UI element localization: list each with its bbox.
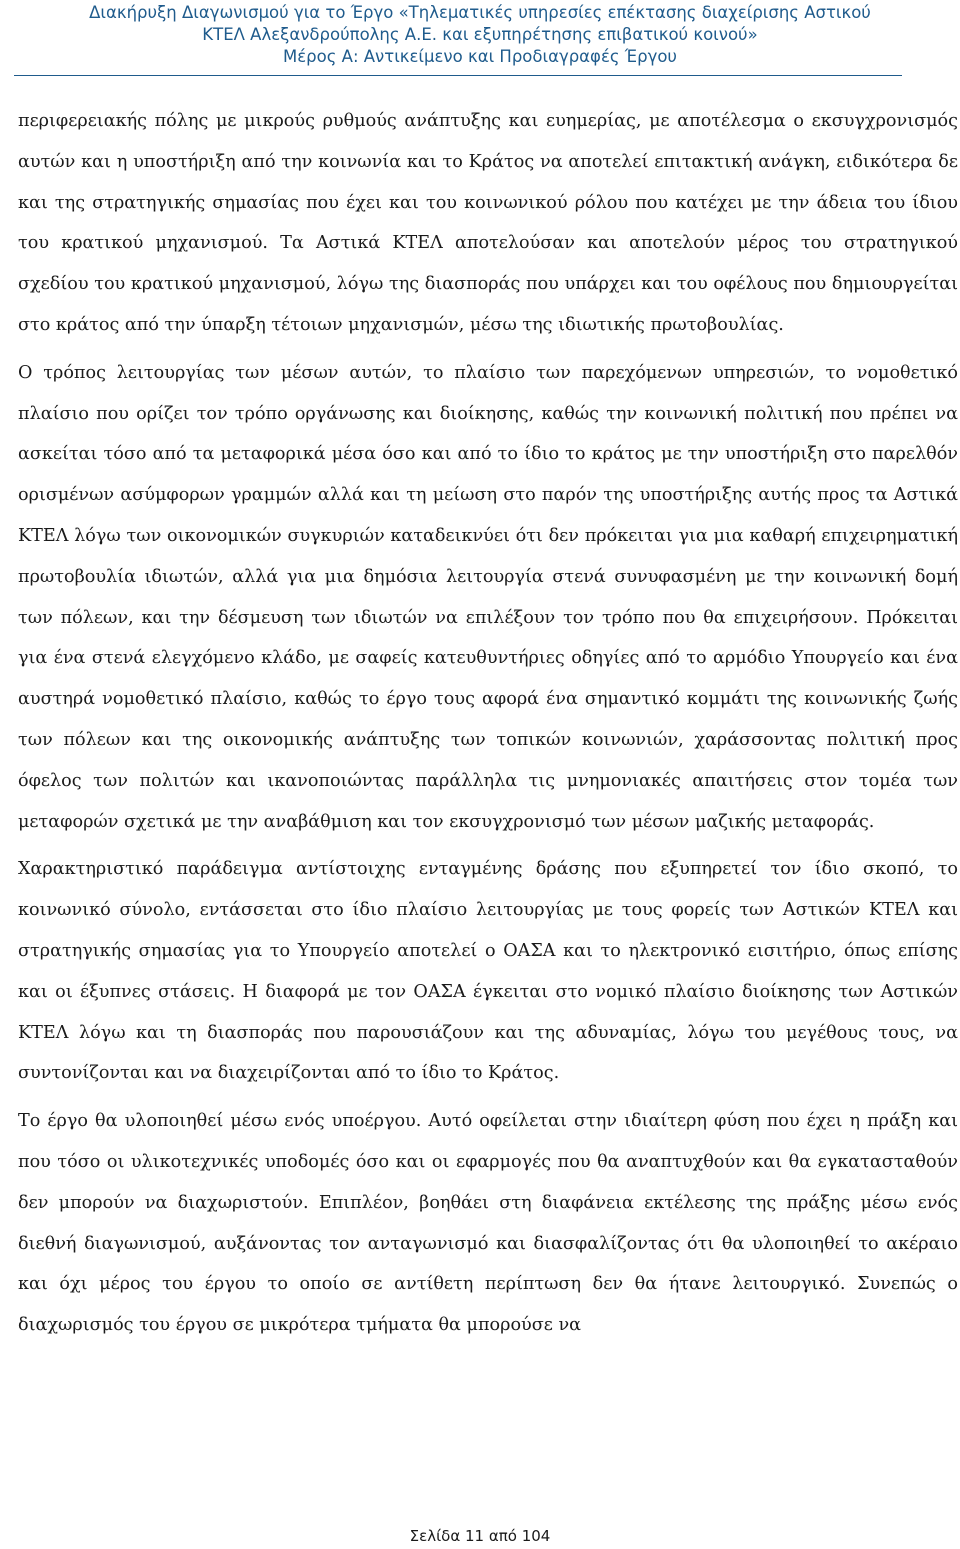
header-divider [14, 75, 902, 76]
header-title-line-2: ΚΤΕΛ Αλεξανδρούπολης Α.Ε. και εξυπηρέτησης επιβατικού κοινού» [202, 25, 758, 44]
document-body [18, 101, 958, 1346]
body-paragraph-4: Το έργο θα υλοποιηθεί μέσω ενός υποέργου. Αυτό οφείλεται στην ιδιαίτερη φύση που έχει η πράξη και που τόσο οι υλικοτεχνικές υποδομές όσο και οι εφαρμογές που θα αναπτυχθούν και θα εγκατασταθούν δεν μπορούν να διαχωριστούν. Επιπλέον, βοηθάει στη διαφάνεια εκτέλεσης της πράξης μέσω ενός διεθνή διαγωνισμού, αυξάνοντας τον ανταγωνισμό και διασφαλίζοντας ότι θα υλοποιηθεί το ακέραιο και όχι μέρος του έργου το οποίο σε αντίθετη περίπτωση δεν θα ήτανε λειτουργικό. Συνεπώς ο διαχωρισμός του έργου σε μικρότερα τμήματα θα μπορούσε να [18, 1111, 958, 1336]
header-subtitle: Μέρος Α: Αντικείμενο και Προδιαγραφές Έργου [283, 47, 677, 66]
body-paragraph-3: Χαρακτηριστικό παράδειγμα αντίστοιχης ενταγμένης δράσης που εξυπηρετεί τον ίδιο σκοπό, το κοινωνικό σύνολο, εντάσσεται στο ίδιο πλαίσιο λειτουργίας με τους φορείς των Αστικών ΚΤΕΛ και στρατηγικής σημασίας για το Υπουργείο αποτελεί ο ΟΑΣΑ και το ηλεκτρονικό εισιτήριο, όπως επίσης και οι έξυπνες στάσεις. Η διαφορά με τον ΟΑΣΑ έγκειται στο νομικό πλαίσιο διοίκησης των Αστικών ΚΤΕΛ λόγω και τη διασποράς που παρουσιάζουν και της αδυναμίας, λόγω του μεγέθους τους, να συντονίζονται και να διαχειρίζονται από το ίδιο το Κράτος. [18, 859, 958, 1084]
header-title-line-1: Διακήρυξη Διαγωνισμού για το Έργο «Τηλεματικές υπηρεσίες επέκτασης διαχείρισης Αστικού [89, 3, 871, 22]
page-number: Σελίδα 11 από 104 [409, 1527, 551, 1545]
body-paragraph-2: Ο τρόπος λειτουργίας των μέσων αυτών, το πλαίσιο των παρεχόμενων υπηρεσιών, το νομοθετικό πλαίσιο που ορίζει τον τρόπο οργάνωσης και διοίκησης, καθώς την κοινωνική πολιτική που πρέπει να ασκείται τόσο από τα μεταφορικά μέσα όσο και από το ίδιο το κράτος με την υποστήριξη στο παρελθόν ορισμένων ασύμφορων γραμμών αλλά και τη μείωση στο παρόν της υποστήριξης αυτής προς τα Αστικά ΚΤΕΛ λόγω των οικονομικών συγκυριών καταδεικνύει ότι δεν πρόκειται για μια καθαρή επιχειρηματική πρωτοβουλία ιδιωτών, αλλά για μια δημόσια λειτουργία στενά συνυφασμένη με την κοινωνική δομή των πόλεων, και την δέσμευση των ιδιωτών να επιλέξουν τον τρόπο που θα επιχειρήσουν. Πρόκειται για ένα στενά ελεγχόμενο κλάδο, με σαφείς κατευθυντήριες οδηγίες από το αρμόδιο Υπουργείο και ένα αυστηρά νομοθετικό πλαίσιο, καθώς το έργο τους αφορά ένα σημαντικό κομμάτι της κοινωνικής ζωής των πόλεων και της οικονομικής ανάπτυξης των τοπικών κοινωνιών, χαράσσοντας πολιτική προς όφελος των πολιτών και ικανοποιώντας παράλληλα τις μνημονιακές απαιτήσεις στον τομέα των μεταφορών σχετικά με την αναβάθμιση και τον εκσυγχρονισμό των μέσων μαζικής μεταφοράς. [18, 362, 958, 832]
document-header [0, 2, 960, 68]
body-paragraph-1: περιφερειακής πόλης με μικρούς ρυθμούς ανάπτυξης και ευημερίας, με αποτέλεσμα ο εκσυγχρονισμός αυτών και η υποστήριξη από την κοινωνία και το Κράτος να αποτελεί επιτακτική ανάγκη, ειδικότερα δε και της στρατηγικής σημασίας που έχει και του κοινωνικού ρόλου που κατέχει με την άδεια του ίδιου του κρατικού μηχανισμού. Τα Αστικά ΚΤΕΛ αποτελούσαν και αποτελούν μέρος του στρατηγικού σχεδίου του κρατικού μηχανισμού, λόγω της διασποράς που υπάρχει και του οφέλους που δημιουργείται στο κράτος από την ύπαρξη τέτοιων μηχανισμών, μέσω της ιδιωτικής πρωτοβουλίας. [18, 111, 958, 335]
